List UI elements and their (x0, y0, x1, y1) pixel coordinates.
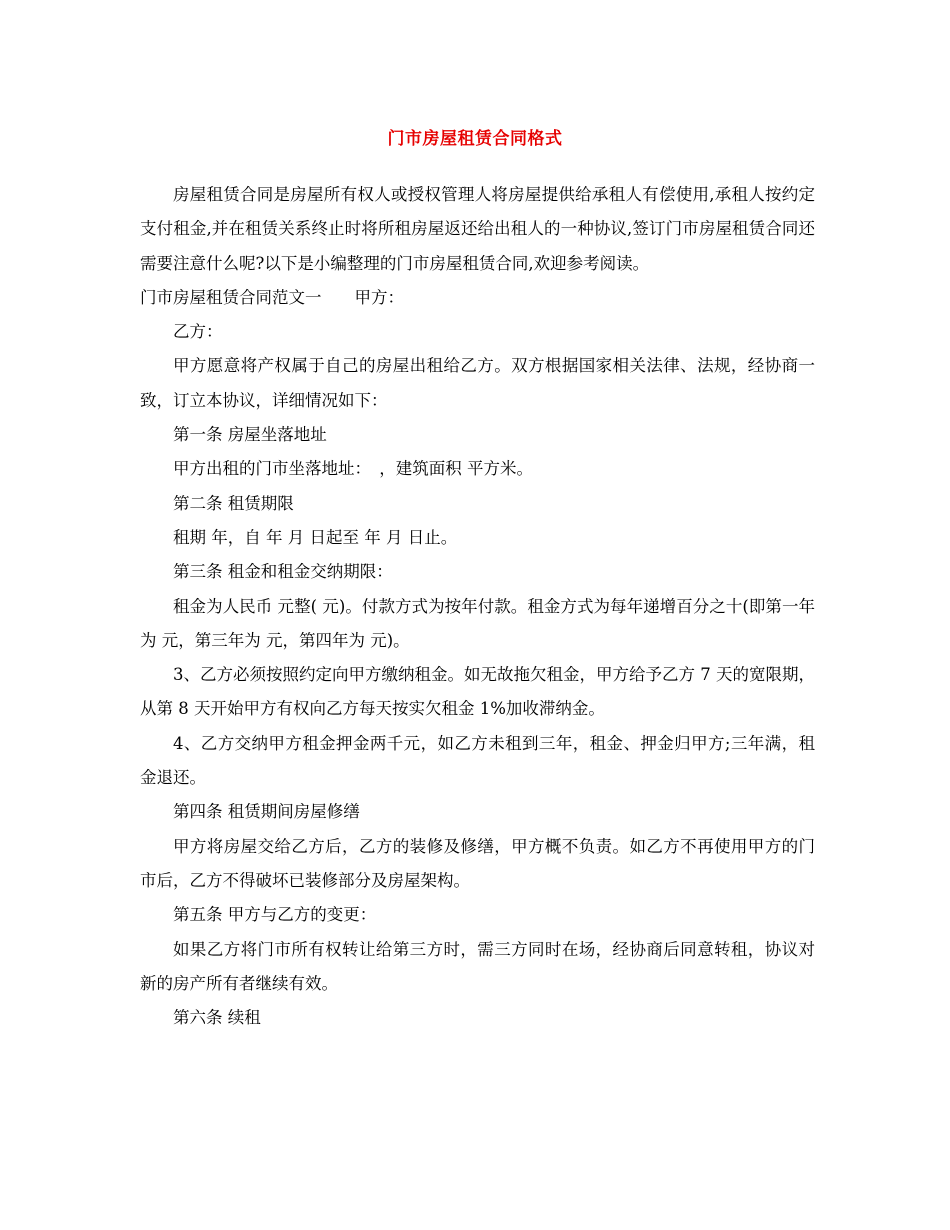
paragraph-rent-payment: 3、乙方必须按照约定向甲方缴纳租金。如无故拖欠租金，甲方给予乙方 7 天的宽限期，从第 8 天开始甲方有权向乙方每天按实欠租金 1%加收滞纳金。 (140, 665, 815, 719)
article-heading-1: 第一条 房屋坐落地址 (173, 425, 327, 445)
paragraph-party-b: 乙方： (173, 322, 223, 342)
paragraph-intro: 房屋租赁合同是房屋所有权人或授权管理人将房屋提供给承租人有偿使用,承租人按约定支付租金,并在租赁关系终止时将所租房屋返还给出租人的一种协议,签订门市房屋租赁合同还需要注意什么呢?以下是小编整理的门市房屋租赁合同,欢迎参考阅读。 (140, 185, 815, 273)
paragraph-sample-heading: 门市房屋租赁合同范文一 甲方： (140, 287, 404, 307)
paragraph-agreement-preamble: 甲方愿意将产权属于自己的房屋出租给乙方。双方根据国家相关法律、法规，经协商一致，订立本协议，详细情况如下： (140, 356, 815, 410)
paragraph-repairs: 甲方将房屋交给乙方后，乙方的装修及修缮，甲方概不负责。如乙方不再使用甲方的门市后，乙方不得破坏已装修部分及房屋架构。 (140, 836, 815, 890)
article-heading-2: 第二条 租赁期限 (173, 493, 294, 513)
paragraph-address: 甲方出租的门市坐落地址： ，建筑面积 平方米。 (173, 459, 533, 479)
paragraph-deposit: 4、乙方交纳甲方租金押金两千元，如乙方未租到三年，租金、押金归甲方;三年满，租金退还。 (140, 733, 815, 788)
paragraph-lease-term: 租期 年，自 年 月 日起至 年 月 日止。 (173, 527, 458, 547)
article-heading-6: 第六条 续租 (173, 1008, 261, 1028)
document-body (140, 178, 815, 1035)
paragraph-transfer: 如果乙方将门市所有权转让给第三方时，需三方同时在场，经协商后同意转租，协议对新的房产所有者继续有效。 (140, 939, 815, 993)
paragraph-rent-amount: 租金为人民币 元整( 元)。付款方式为按年付款。租金方式为每年递增百分之十(即第一年为 元，第三年为 元，第四年为 元)。 (140, 596, 815, 650)
article-heading-4: 第四条 租赁期间房屋修缮 (173, 802, 360, 822)
document-title: 门市房屋租赁合同格式 (387, 129, 563, 149)
article-heading-5: 第五条 甲方与乙方的变更： (173, 905, 377, 925)
article-heading-3: 第三条 租金和租金交纳期限： (173, 562, 393, 582)
